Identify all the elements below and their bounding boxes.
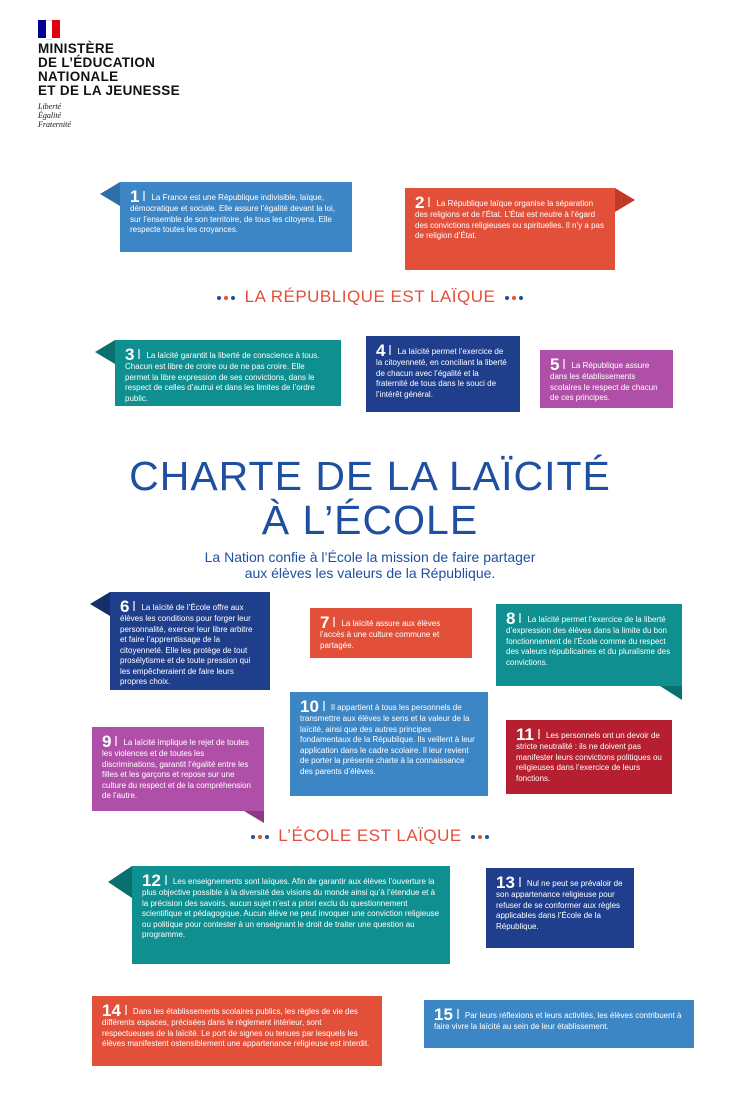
article-text: La France est une République indivisible, laïque, démocratique et sociale. Elle assure l’égalité devant la loi, sur l’ensemble de son territoire, de tous les citoyens. Elle respecte toutes les croyances.: [130, 193, 336, 234]
article-3: 3 La laïcité garantit la liberté de conscience à tous. Chacun est libre de croire ou de ne pas croire. Elle permet la libre expression de ses convictions, dans le respect de celles d’autrui et dans les limites de l’ordre public.: [115, 340, 341, 406]
section-heading-ecole: L’ÉCOLE EST LAÏQUE: [190, 826, 550, 847]
article-5: 5 La République assure dans les établissements scolaires le respect de chacun de ces principes.: [540, 350, 673, 408]
ribbon-fold: [90, 592, 110, 616]
article-number: 1: [130, 187, 140, 206]
article-13: 13 Nul ne peut se prévaloir de son appartenance religieuse pour refuser de se conformer aux règles applicables dans l’École de la République.: [486, 868, 634, 948]
article-10: 10 Il appartient à tous les personnels de transmettre aux élèves le sens et la valeur de la laïcité, ainsi que des autres principes fondamentaux de la République. Ils veillent à leur application dans le cadre scolaire. Il leur revient de porter la présente charte à la connaissance des parents d’élèves.: [290, 692, 488, 796]
article-text: Par leurs réflexions et leurs activités, les élèves contribuent à faire vivre la laïcité au sein de leur établissement.: [434, 1011, 682, 1031]
article-text: Nul ne peut se prévaloir de son appartenance religieuse pour refuser de se conformer aux règles applicables dans l’École de la République.: [496, 879, 623, 931]
article-12: 12 Les enseignements sont laïques. Afin de garantir aux élèves l’ouverture la plus objective possible à la diversité des visions du monde ainsi qu’à l’étendue et à la précision des savoirs, aucun sujet n’est a priori exclu du questionnement scientifique et pédagogique. Aucun élève ne peut invoquer une conviction religieuse ou politique pour contester à un enseignant le droit de traiter une question au programme.: [132, 866, 450, 964]
ribbon-fold: [660, 686, 682, 700]
section-heading-republique: LA RÉPUBLIQUE EST LAÏQUE: [140, 287, 600, 308]
article-14: 14 Dans les établissements scolaires publics, les règles de vie des différents espaces, précisées dans le règlement intérieur, sont respectueuses de la laïcité. Le port de signes ou tenues par lesquels les élèves manifestent ostensiblement une appartenance religieuse est interdit.: [92, 996, 382, 1066]
marianne-flag-icon: [38, 20, 60, 38]
article-15: 15 Par leurs réflexions et leurs activités, les élèves contribuent à faire vivre la laïcité au sein de leur établissement.: [424, 1000, 694, 1048]
ministry-logo: [38, 20, 228, 129]
article-text: La laïcité de l’École offre aux élèves les conditions pour forger leur personnalité, exercer leur libre arbitre et faire l’apprentissage de la citoyenneté. Elle les protège de tout prosélytisme et de toute pression qui les empêcheraient de faire leurs propres choix.: [120, 603, 253, 686]
article-text: La République assure dans les établissements scolaires le respect de chacun de ces principes.: [550, 361, 658, 402]
article-6: 6 La laïcité de l’École offre aux élèves les conditions pour forger leur personnalité, exercer leur libre arbitre et faire l’apprentissage de la citoyenneté. Elle les protège de tout prosélytisme et de toute pression qui les empêcheraient de faire leurs propres choix.: [110, 592, 270, 690]
article-text: Les enseignements sont laïques. Afin de garantir aux élèves l’ouverture la plus objective possible à la diversité des visions du monde ainsi qu’à l’étendue et à la précision des savoirs, aucun sujet n’est a priori exclu du questionnement scientifique et pédagogique. Aucun élève ne peut invoquer une conviction religieuse ou politique pour contester à un enseignant le droit de traiter une question au programme.: [142, 877, 440, 939]
ministry-line: NATIONALE: [38, 69, 119, 84]
article-text: Il appartient à tous les personnels de transmettre aux élèves le sens et la valeur de la laïcité, ainsi que des autres principes fondamentaux de la République. Ils veillent à leur application dans le cadre scolaire. Il leur revient de porter la présente charte à la connaissance des parents d’élèves.: [300, 703, 475, 776]
article-text: La laïcité implique le rejet de toutes les violences et de toutes les discriminations, garantit l’égalité entre les filles et les garçons et repose sur une culture du respect et de la compréhension de l’autre.: [102, 738, 251, 800]
ribbon-fold: [108, 866, 132, 898]
article-9: 9 La laïcité implique le rejet de toutes les violences et de toutes les discriminations, garantit l’égalité entre les filles et les garçons et repose sur une culture du respect et de la compréhension de l’autre.: [92, 727, 264, 811]
article-7: 7 La laïcité assure aux élèves l’accès à une culture commune et partagée.: [310, 608, 472, 658]
article-text: Les personnels ont un devoir de stricte neutralité : ils ne doivent pas manifester leurs convictions politiques ou religieuses dans l’exercice de leurs fonctions.: [516, 731, 662, 783]
article-text: La laïcité assure aux élèves l’accès à une culture commune et partagée.: [320, 619, 441, 650]
article-text: La République laïque organise la séparation des religions et de l’État. L’État est neutre à l’égard des convictions religieuses ou spirituelles. Il n’y a pas de religion d’État.: [415, 199, 604, 240]
article-text: La laïcité garantit la liberté de conscience à tous. Chacun est libre de croire ou de ne pas croire. Elle permet la libre expression de ses convictions, dans le respect de celles d’autrui et dans les limites de l’ordre public.: [125, 351, 320, 403]
ribbon-fold: [244, 811, 264, 823]
ribbon-fold: [95, 340, 115, 364]
devise: Liberté Égalité Fraternité: [38, 102, 71, 129]
article-4: 4 La laïcité permet l’exercice de la citoyenneté, en conciliant la liberté de chacun avec l’égalité et la fraternité de tous dans le souci de l’intérêt général.: [366, 336, 520, 412]
page-title: CHARTE DE LA LAÏCITÉ À L’ÉCOLE: [129, 453, 611, 543]
ribbon-fold: [615, 188, 635, 212]
article-8: 8 La laïcité permet l’exercice de la liberté d’expression des élèves dans la limite du bon fonctionnement de l’École comme du respect des valeurs républicaines et du pluralisme des convictions.: [496, 604, 682, 686]
ministry-line: DE L’ÉDUCATION: [38, 55, 156, 70]
article-text: Dans les établissements scolaires publics, les règles de vie des différents espaces, précisées dans le règlement intérieur, sont respectueuses de la laïcité. Le port de signes ou tenues par lesquels les élèves manifestent ostensiblement une appartenance religieuse est interdit.: [102, 1007, 370, 1048]
page-subtitle: La Nation confie à l’École la mission de faire partager aux élèves les valeurs de la République.: [204, 549, 536, 581]
ribbon-fold: [100, 182, 120, 206]
article-text: La laïcité permet l’exercice de la liberté d’expression des élèves dans la limite du bon fonctionnement de l’École comme du respect des valeurs républicaines et du pluralisme des convictions.: [506, 615, 671, 667]
ministry-line: MINISTÈRE: [38, 41, 115, 56]
article-2: 2 La République laïque organise la séparation des religions et de l’État. L’État est neutre à l’égard des convictions religieuses ou spirituelles. Il n’y a pas de religion d’État.: [405, 188, 615, 270]
article-11: 11 Les personnels ont un devoir de stricte neutralité : ils ne doivent pas manifester leurs convictions politiques ou religieuses dans l’exercice de leurs fonctions.: [506, 720, 672, 794]
ministry-line: ET DE LA JEUNESSE: [38, 83, 180, 98]
article-text: La laïcité permet l’exercice de la citoyenneté, en conciliant la liberté de chacun avec l’égalité et la fraternité de tous dans le souci de l’intérêt général.: [376, 347, 507, 399]
article-1: [120, 182, 352, 252]
